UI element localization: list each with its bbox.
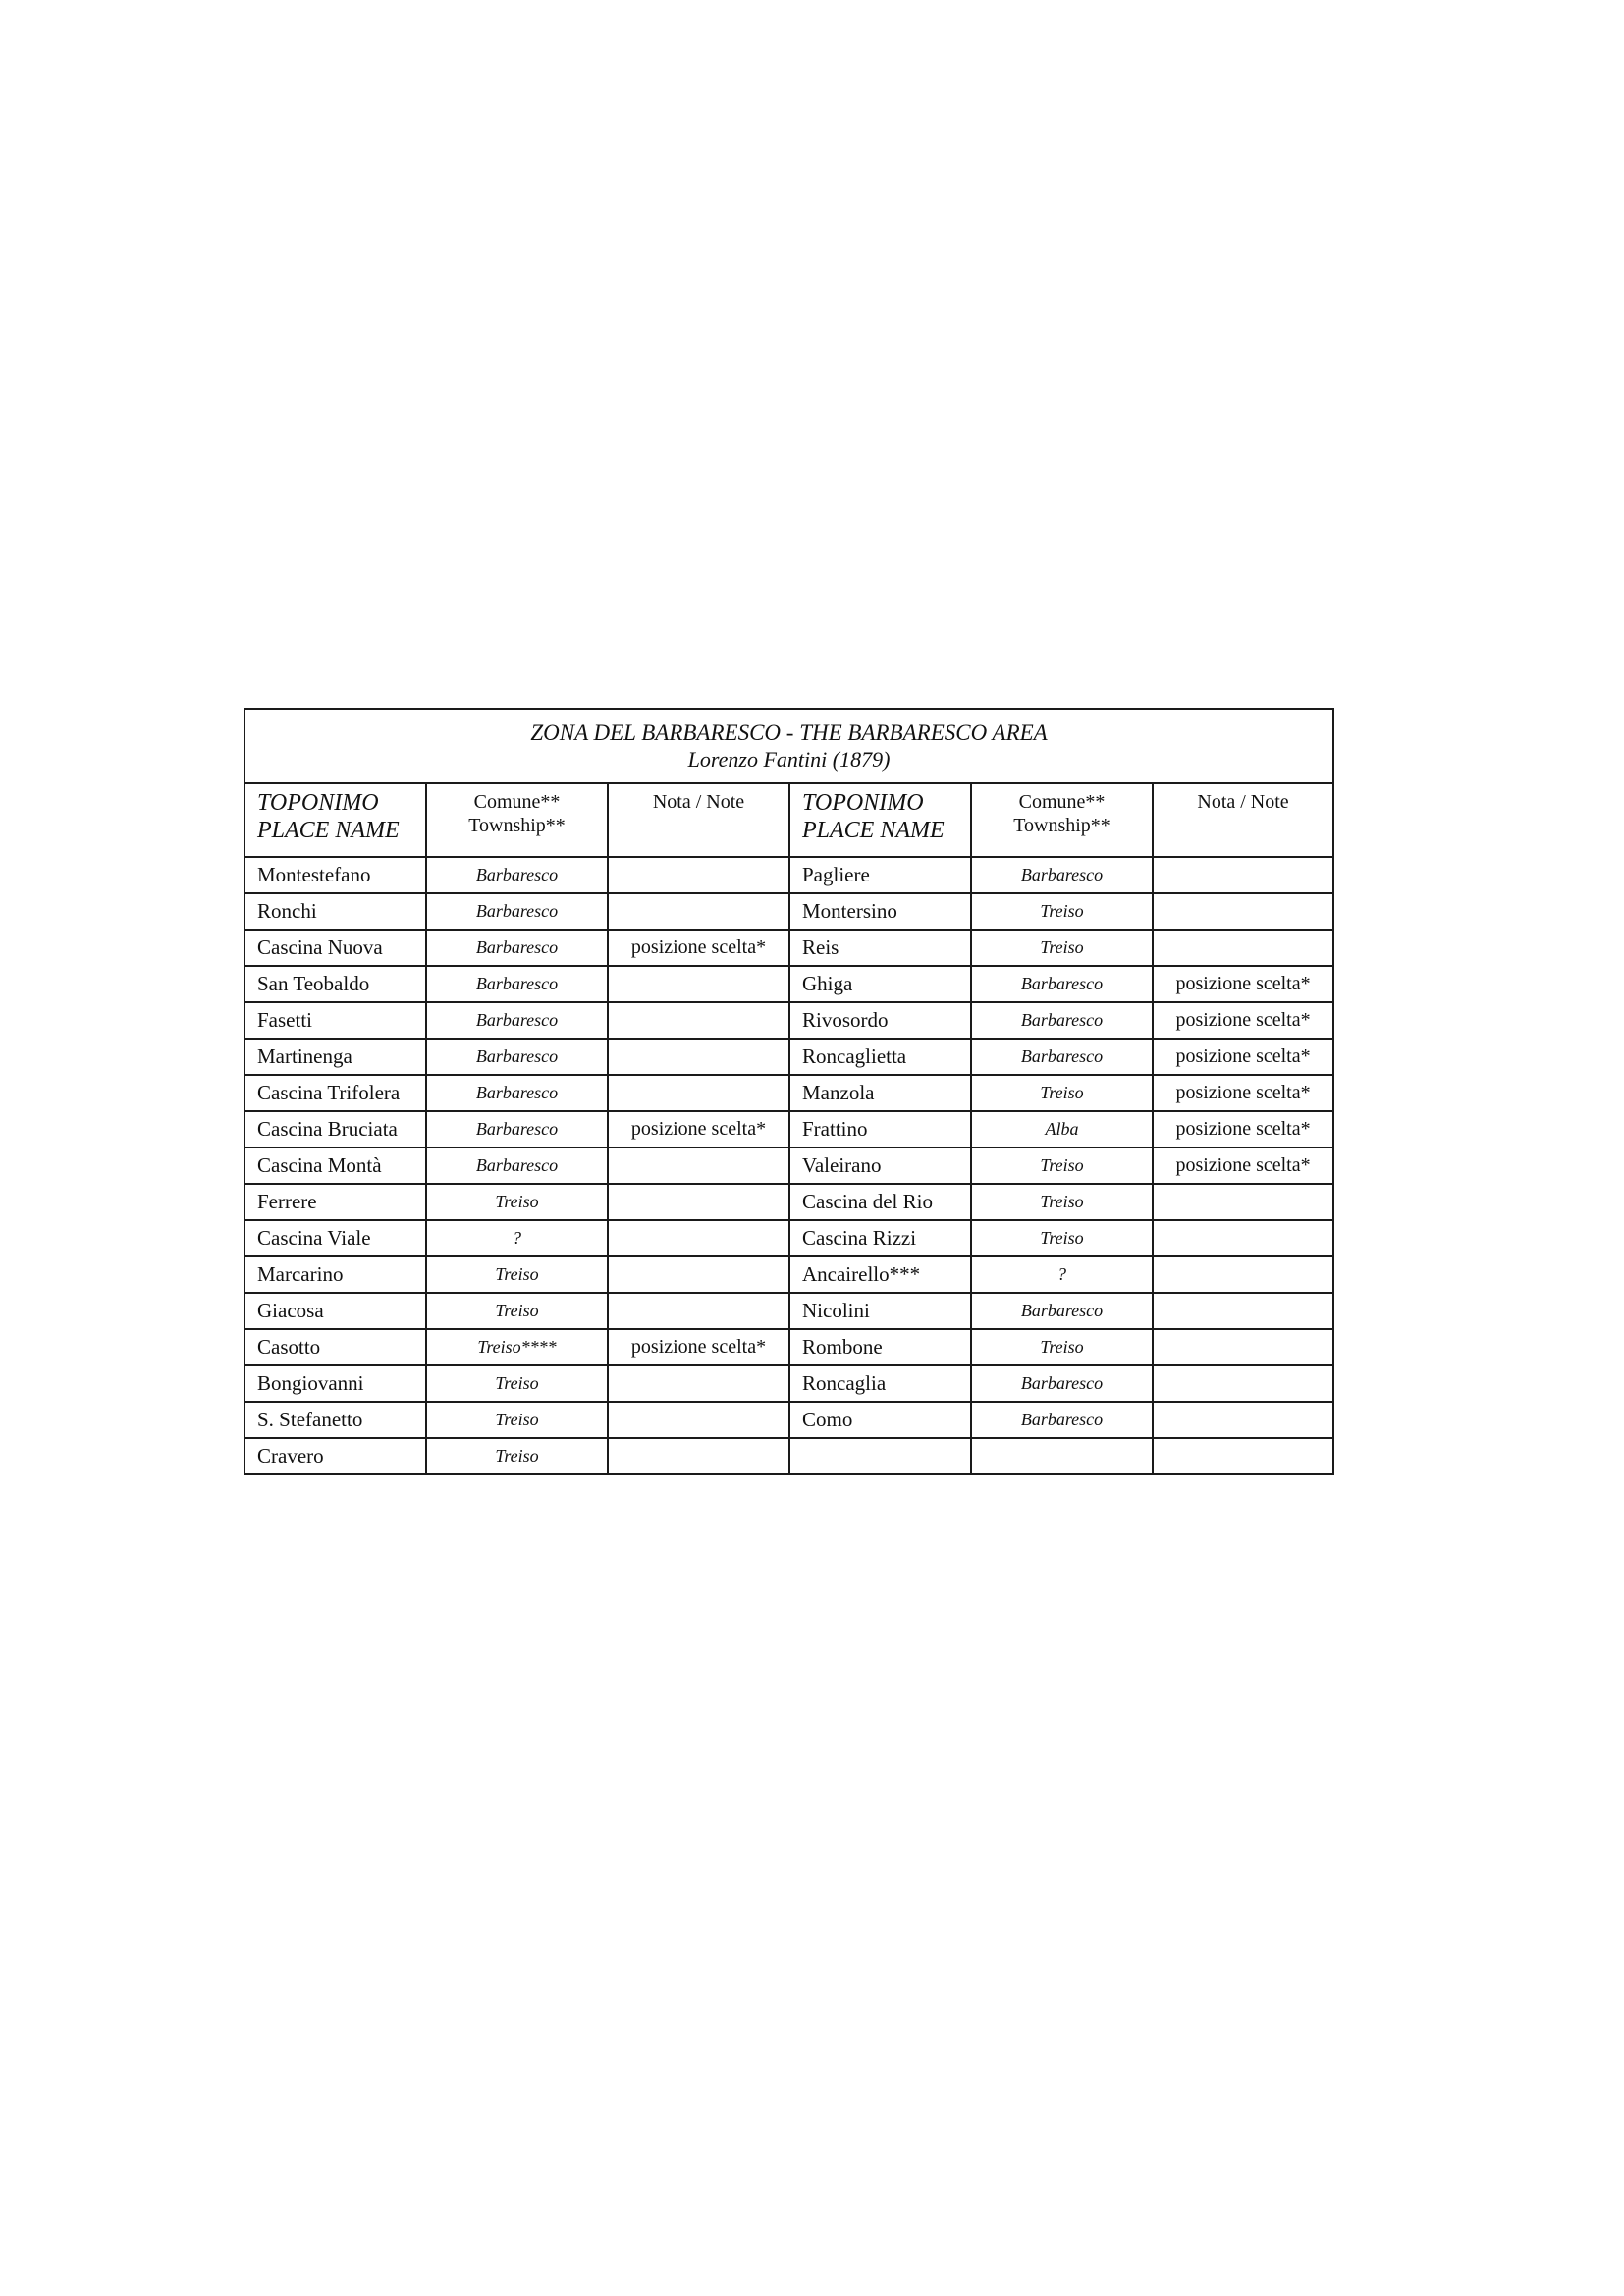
left-note-cell (608, 1293, 789, 1329)
left-township-cell: Treiso (426, 1256, 608, 1293)
right-note-cell (1153, 1402, 1333, 1438)
header-place-name-right (789, 783, 971, 857)
left-township-cell: Barbaresco (426, 893, 608, 930)
right-township-cell: Barbaresco (971, 1293, 1153, 1329)
header-place-line-1: TOPONIMO (257, 790, 379, 816)
left-township-cell: Barbaresco (426, 930, 608, 966)
right-place-cell (789, 1438, 971, 1474)
left-place-cell: Cascina Bruciata (244, 1111, 426, 1148)
table-title: ZONA DEL BARBARESCO - THE BARBARESCO AREA (530, 721, 1048, 745)
right-township-cell: ? (971, 1256, 1153, 1293)
left-note-cell: posizione scelta* (608, 1329, 789, 1365)
right-township-cell: Barbaresco (971, 1039, 1153, 1075)
right-note-cell (1153, 1256, 1333, 1293)
table-row (244, 1184, 1333, 1220)
right-note-cell (1153, 1438, 1333, 1474)
left-township-cell: Treiso (426, 1438, 608, 1474)
right-note-cell (1153, 857, 1333, 893)
header-township-left (426, 783, 608, 857)
right-township-cell: Treiso (971, 1220, 1153, 1256)
left-place-cell: Cascina Trifolera (244, 1075, 426, 1111)
table-row (244, 930, 1333, 966)
right-township-cell: Treiso (971, 930, 1153, 966)
left-note-cell (608, 1002, 789, 1039)
right-township-cell: Barbaresco (971, 1365, 1153, 1402)
left-place-cell: Montestefano (244, 857, 426, 893)
left-note-cell (608, 1402, 789, 1438)
header-place-line-1: TOPONIMO (802, 790, 924, 816)
right-note-cell: posizione scelta* (1153, 1148, 1333, 1184)
left-note-cell (608, 1039, 789, 1075)
left-note-cell (608, 857, 789, 893)
table-row (244, 1148, 1333, 1184)
right-place-cell: Pagliere (789, 857, 971, 893)
table-title-row (244, 709, 1333, 783)
right-township-cell (971, 1438, 1153, 1474)
header-township-line-1: Comune** (473, 791, 561, 813)
right-note-cell (1153, 1184, 1333, 1220)
right-note-cell (1153, 1365, 1333, 1402)
right-place-cell: Valeirano (789, 1148, 971, 1184)
left-place-cell: Ronchi (244, 893, 426, 930)
left-township-cell: Barbaresco (426, 1002, 608, 1039)
right-place-cell: Montersino (789, 893, 971, 930)
right-note-cell (1153, 1220, 1333, 1256)
left-place-cell: Cascina Montà (244, 1148, 426, 1184)
header-note-label: Nota / Note (652, 791, 745, 813)
right-note-cell (1153, 930, 1333, 966)
table-row (244, 1075, 1333, 1111)
header-note-left (608, 783, 789, 857)
table-row (244, 966, 1333, 1002)
table-title-cell (244, 709, 1333, 783)
left-note-cell (608, 1148, 789, 1184)
left-township-cell: Treiso**** (426, 1329, 608, 1365)
right-place-cell: Cascina Rizzi (789, 1220, 971, 1256)
right-note-cell: posizione scelta* (1153, 1075, 1333, 1111)
left-note-cell: posizione scelta* (608, 930, 789, 966)
right-note-cell: posizione scelta* (1153, 966, 1333, 1002)
right-place-cell: Manzola (789, 1075, 971, 1111)
right-place-cell: Roncaglia (789, 1365, 971, 1402)
header-place-name-left (244, 783, 426, 857)
right-note-cell: posizione scelta* (1153, 1002, 1333, 1039)
left-place-cell: S. Stefanetto (244, 1402, 426, 1438)
right-place-cell: Rombone (789, 1329, 971, 1365)
left-place-cell: Cascina Nuova (244, 930, 426, 966)
left-place-cell: San Teobaldo (244, 966, 426, 1002)
table-row (244, 1220, 1333, 1256)
barbaresco-place-table (244, 708, 1334, 1475)
right-township-cell: Barbaresco (971, 1402, 1153, 1438)
left-township-cell: Barbaresco (426, 1075, 608, 1111)
table-row (244, 1365, 1333, 1402)
left-township-cell: Barbaresco (426, 966, 608, 1002)
left-place-cell: Cravero (244, 1438, 426, 1474)
left-note-cell (608, 1438, 789, 1474)
right-township-cell: Treiso (971, 893, 1153, 930)
right-place-cell: Ghiga (789, 966, 971, 1002)
table-row (244, 1256, 1333, 1293)
left-township-cell: ? (426, 1220, 608, 1256)
right-place-cell: Reis (789, 930, 971, 966)
left-place-cell: Casotto (244, 1329, 426, 1365)
left-township-cell: Barbaresco (426, 857, 608, 893)
right-place-cell: Roncaglietta (789, 1039, 971, 1075)
table-header-row (244, 783, 1333, 857)
left-township-cell: Treiso (426, 1184, 608, 1220)
right-note-cell: posizione scelta* (1153, 1039, 1333, 1075)
right-place-cell: Rivosordo (789, 1002, 971, 1039)
header-township-line-2: Township** (1013, 815, 1110, 836)
header-note-right (1153, 783, 1333, 857)
right-township-cell: Treiso (971, 1184, 1153, 1220)
left-note-cell: posizione scelta* (608, 1111, 789, 1148)
left-township-cell: Barbaresco (426, 1111, 608, 1148)
header-note-label: Nota / Note (1197, 791, 1289, 813)
left-note-cell (608, 966, 789, 1002)
header-township-right (971, 783, 1153, 857)
header-place-line-2: PLACE NAME (802, 817, 945, 843)
right-township-cell: Barbaresco (971, 1002, 1153, 1039)
right-place-cell: Nicolini (789, 1293, 971, 1329)
left-place-cell: Martinenga (244, 1039, 426, 1075)
header-township-line-2: Township** (468, 815, 566, 836)
right-note-cell: posizione scelta* (1153, 1111, 1333, 1148)
right-place-cell: Frattino (789, 1111, 971, 1148)
right-note-cell (1153, 893, 1333, 930)
table-row (244, 1293, 1333, 1329)
right-place-cell: Cascina del Rio (789, 1184, 971, 1220)
table-row (244, 1402, 1333, 1438)
left-place-cell: Fasetti (244, 1002, 426, 1039)
left-place-cell: Cascina Viale (244, 1220, 426, 1256)
header-place-line-2: PLACE NAME (257, 817, 400, 843)
left-township-cell: Barbaresco (426, 1039, 608, 1075)
right-township-cell: Alba (971, 1111, 1153, 1148)
table-row (244, 893, 1333, 930)
right-township-cell: Treiso (971, 1329, 1153, 1365)
right-place-cell: Como (789, 1402, 971, 1438)
table-row (244, 857, 1333, 893)
table-row (244, 1002, 1333, 1039)
left-township-cell: Treiso (426, 1365, 608, 1402)
right-note-cell (1153, 1293, 1333, 1329)
table-subtitle: Lorenzo Fantini (1879) (687, 746, 891, 772)
left-place-cell: Marcarino (244, 1256, 426, 1293)
table-body (244, 709, 1333, 1474)
left-note-cell (608, 893, 789, 930)
right-township-cell: Treiso (971, 1148, 1153, 1184)
left-note-cell (608, 1184, 789, 1220)
right-township-cell: Treiso (971, 1075, 1153, 1111)
header-township-line-1: Comune** (1018, 791, 1106, 813)
table-row (244, 1329, 1333, 1365)
left-township-cell: Treiso (426, 1402, 608, 1438)
table-row (244, 1039, 1333, 1075)
right-note-cell (1153, 1329, 1333, 1365)
left-note-cell (608, 1256, 789, 1293)
left-township-cell: Treiso (426, 1293, 608, 1329)
table-row (244, 1438, 1333, 1474)
left-township-cell: Barbaresco (426, 1148, 608, 1184)
left-place-cell: Ferrere (244, 1184, 426, 1220)
right-township-cell: Barbaresco (971, 857, 1153, 893)
left-note-cell (608, 1075, 789, 1111)
left-note-cell (608, 1220, 789, 1256)
left-note-cell (608, 1365, 789, 1402)
left-place-cell: Bongiovanni (244, 1365, 426, 1402)
left-place-cell: Giacosa (244, 1293, 426, 1329)
table-row (244, 1111, 1333, 1148)
right-place-cell: Ancairello*** (789, 1256, 971, 1293)
right-township-cell: Barbaresco (971, 966, 1153, 1002)
